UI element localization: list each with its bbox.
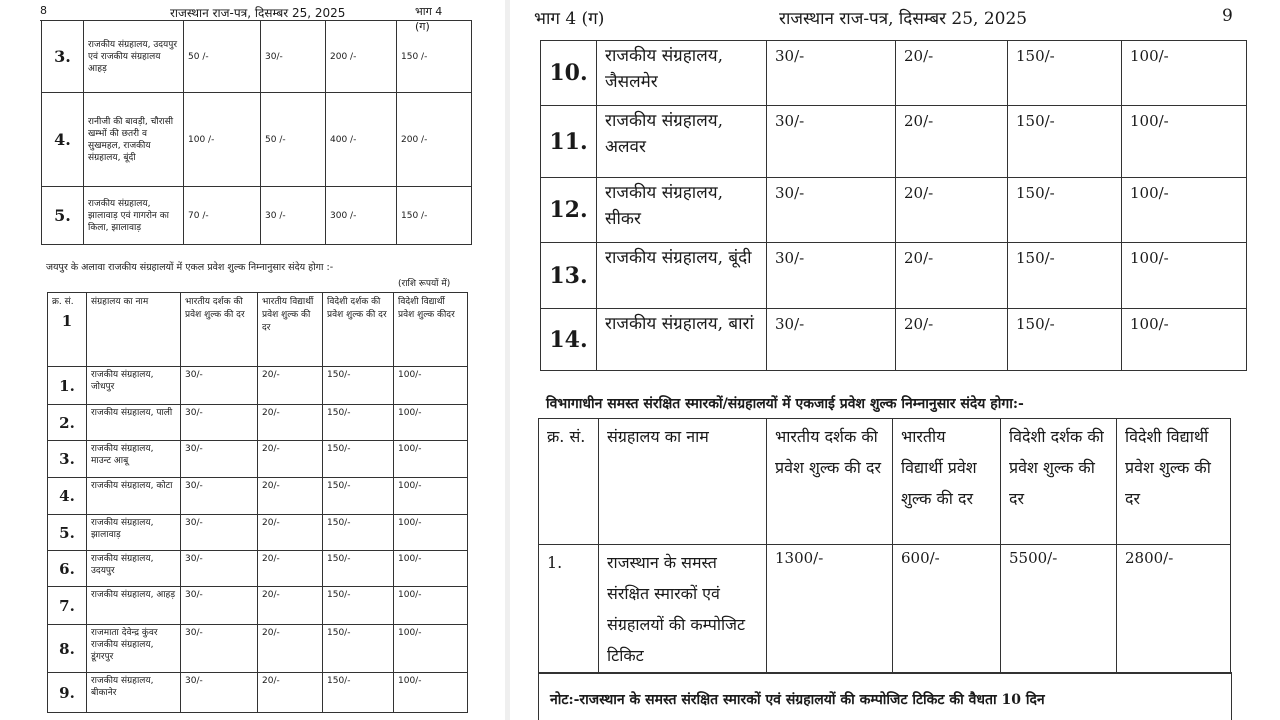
indian-student-fee: 20/- bbox=[896, 178, 1008, 243]
indian-fee: 30/- bbox=[181, 441, 258, 478]
table-row bbox=[539, 545, 1231, 674]
header-museum-name: संग्रहालय का नाम bbox=[87, 293, 181, 367]
indian-fee: 1300/- bbox=[767, 545, 893, 674]
indian-student-fee: 600/- bbox=[893, 545, 1001, 674]
header-serial-label: क्र. सं. bbox=[52, 297, 74, 307]
foreign-fee: 150/- bbox=[1008, 178, 1122, 243]
table-row bbox=[541, 309, 1247, 371]
foreign-fee: 150/- bbox=[323, 405, 394, 441]
indian-fee: 100 /- bbox=[184, 93, 261, 187]
table-row bbox=[48, 367, 468, 405]
serial-number: 3. bbox=[48, 441, 87, 478]
serial-number: 2. bbox=[48, 405, 87, 441]
museum-name: राजस्थान के समस्त संरक्षित स्मारकों एवं संग्रहालयों की कम्पोजिट टिकिट bbox=[599, 545, 767, 674]
indian-fee: 30/- bbox=[767, 243, 896, 309]
foreign-fee: 150/- bbox=[323, 515, 394, 551]
indian-fee: 30/- bbox=[767, 41, 896, 106]
right-page-header bbox=[534, 4, 1234, 30]
serial-number: 8. bbox=[48, 625, 87, 673]
serial-number: 10. bbox=[541, 41, 597, 106]
indian-fee: 30/- bbox=[181, 673, 258, 713]
header-foreign-student-fee: विदेशी विद्यार्थी प्रवेश शुल्क की दर bbox=[1117, 419, 1231, 545]
header-serial-number: क्र. सं. bbox=[539, 419, 599, 545]
indian-fee: 30/- bbox=[767, 178, 896, 243]
indian-student-fee: 20/- bbox=[896, 243, 1008, 309]
foreign-fee: 150/- bbox=[323, 673, 394, 713]
serial-number: 5. bbox=[42, 187, 84, 245]
left-page-number: 8 bbox=[40, 4, 47, 17]
museum-name: राजकीय संग्रहालय, बीकानेर bbox=[87, 673, 181, 713]
indian-student-fee: 20/- bbox=[896, 41, 1008, 106]
foreign-student-fee: 100/- bbox=[394, 367, 468, 405]
museum-name: राजकीय संग्रहालय, उदयपुर एवं राजकीय संग्रहालय आहड़ bbox=[84, 21, 184, 93]
foreign-student-fee: 100/- bbox=[394, 515, 468, 551]
left-page bbox=[0, 0, 505, 720]
table-row bbox=[541, 178, 1247, 243]
table-row bbox=[42, 21, 472, 93]
foreign-fee: 150/- bbox=[1008, 41, 1122, 106]
serial-number: 1. bbox=[539, 545, 599, 674]
indian-fee: 30/- bbox=[181, 367, 258, 405]
right-page bbox=[510, 0, 1280, 720]
museum-name: राजकीय संग्रहालय, जैसलमेर bbox=[597, 41, 767, 106]
serial-number: 3. bbox=[42, 21, 84, 93]
table-row bbox=[48, 587, 468, 625]
right-header-title: राजस्थान राज-पत्र, दिसम्बर 25, 2025 bbox=[779, 9, 1028, 29]
table-row bbox=[48, 625, 468, 673]
indian-student-fee: 20/- bbox=[258, 515, 323, 551]
indian-fee: 30/- bbox=[767, 106, 896, 178]
table-row bbox=[48, 441, 468, 478]
foreign-student-fee: 100/- bbox=[394, 478, 468, 515]
foreign-fee: 150/- bbox=[1008, 243, 1122, 309]
foreign-fee: 300 /- bbox=[326, 187, 397, 245]
museum-name: रानीजी की बावड़ी, चौरासी खम्भों की छतरी व सुखमहल, राजकीय संग्रहालय, बूंदी bbox=[84, 93, 184, 187]
indian-student-fee: 20/- bbox=[258, 551, 323, 587]
indian-fee: 30/- bbox=[181, 405, 258, 441]
currency-unit-note: (राशि रूपयों में) bbox=[398, 279, 451, 289]
indian-student-fee: 20/- bbox=[258, 587, 323, 625]
table-header-row bbox=[48, 293, 468, 367]
serial-number: 13. bbox=[541, 243, 597, 309]
table-header-row bbox=[539, 419, 1231, 545]
museum-name: राजकीय संग्रहालय, माउन्ट आबू bbox=[87, 441, 181, 478]
header-foreign-student-fee: विदेशी विद्यार्थी प्रवेश शुल्क कीदर bbox=[394, 293, 468, 367]
foreign-student-fee: 100/- bbox=[1122, 178, 1247, 243]
composite-fee-intro: विभागाधीन समस्त संरक्षित स्मारकों/संग्रहालयों में एकजाई प्रवेश शुल्क निम्नानुसार संदेय होगा:- bbox=[546, 396, 1024, 412]
foreign-student-fee: 100/- bbox=[1122, 41, 1247, 106]
table-row bbox=[42, 93, 472, 187]
right-header-part: भाग 4 (ग) bbox=[534, 9, 605, 29]
table-row bbox=[48, 515, 468, 551]
table-row bbox=[48, 405, 468, 441]
indian-fee: 50 /- bbox=[184, 21, 261, 93]
museum-name: राजकीय संग्रहालय, झालावाड़ एवं गागरोन का किला, झालावाड़ bbox=[84, 187, 184, 245]
foreign-student-fee: 100/- bbox=[394, 441, 468, 478]
indian-fee: 30/- bbox=[181, 478, 258, 515]
indian-student-fee: 20/- bbox=[258, 405, 323, 441]
foreign-fee: 150/- bbox=[1008, 309, 1122, 371]
serial-number: 7. bbox=[48, 587, 87, 625]
table-row bbox=[541, 243, 1247, 309]
indian-fee: 30/- bbox=[767, 309, 896, 371]
foreign-fee: 5500/- bbox=[1001, 545, 1117, 674]
indian-fee: 30/- bbox=[181, 587, 258, 625]
foreign-fee: 150/- bbox=[323, 551, 394, 587]
museum-name: राजकीय संग्रहालय, बूंदी bbox=[597, 243, 767, 309]
table-row bbox=[541, 41, 1247, 106]
museum-name: राजकीय संग्रहालय, कोटा bbox=[87, 478, 181, 515]
museum-name: राजकीय संग्रहालय, सीकर bbox=[597, 178, 767, 243]
indian-student-fee: 20/- bbox=[258, 673, 323, 713]
serial-number: 1. bbox=[48, 367, 87, 405]
foreign-student-fee: 150 /- bbox=[397, 187, 472, 245]
single-fee-table bbox=[47, 292, 468, 713]
foreign-student-fee: 100/- bbox=[1122, 243, 1247, 309]
header-foreign-fee: विदेशी दर्शक की प्रवेश शुल्क की दर bbox=[323, 293, 394, 367]
header-serial-mark: 1 bbox=[61, 312, 73, 330]
left-header-part: भाग 4 (ग) bbox=[415, 5, 443, 33]
header-indian-fee: भारतीय दर्शक की प्रवेश शुल्क की दर bbox=[767, 419, 893, 545]
foreign-fee: 150/- bbox=[323, 367, 394, 405]
left-page-header bbox=[40, 4, 460, 33]
indian-fee: 30/- bbox=[181, 551, 258, 587]
table-row bbox=[541, 106, 1247, 178]
indian-student-fee: 20/- bbox=[896, 106, 1008, 178]
foreign-fee: 400 /- bbox=[326, 93, 397, 187]
top-fee-table bbox=[41, 20, 472, 245]
museum-name: राजकीय संग्रहालय, अलवर bbox=[597, 106, 767, 178]
foreign-student-fee: 100/- bbox=[394, 551, 468, 587]
table-row bbox=[48, 673, 468, 713]
foreign-student-fee: 100/- bbox=[1122, 309, 1247, 371]
composite-ticket-note: नोट:-राजस्थान के समस्त संरक्षित स्मारकों एवं संग्रहालयों की कम्पोजिट टिकिट की वैधता 10 दिन bbox=[550, 692, 1045, 708]
museum-name: राजकीय संग्रहालय, जोधपुर bbox=[87, 367, 181, 405]
header-indian-student-fee: भारतीय विद्यार्थी प्रवेश शुल्क की दर bbox=[893, 419, 1001, 545]
foreign-fee: 150/- bbox=[323, 587, 394, 625]
serial-number: 9. bbox=[48, 673, 87, 713]
museum-name: राजकीय संग्रहालय, आहड़ bbox=[87, 587, 181, 625]
foreign-student-fee: 100/- bbox=[394, 673, 468, 713]
museum-name: राजकीय संग्रहालय, उदयपुर bbox=[87, 551, 181, 587]
museum-name: राजकीय संग्रहालय, झालावाड़ bbox=[87, 515, 181, 551]
serial-number: 4. bbox=[42, 93, 84, 187]
left-header-title: राजस्थान राज-पत्र, दिसम्बर 25, 2025 bbox=[170, 6, 346, 20]
header-indian-fee: भारतीय दर्शक की प्रवेश शुल्क की दर bbox=[181, 293, 258, 367]
indian-student-fee: 30/- bbox=[261, 21, 326, 93]
foreign-fee: 200 /- bbox=[326, 21, 397, 93]
foreign-student-fee: 100/- bbox=[394, 405, 468, 441]
foreign-fee: 150/- bbox=[323, 625, 394, 673]
serial-number: 12. bbox=[541, 178, 597, 243]
serial-number: 11. bbox=[541, 106, 597, 178]
single-fee-intro: जयपुर के अलावा राजकीय संग्रहालयों में एकल प्रवेश शुल्क निम्नानुसार संदेय होगा :- bbox=[46, 262, 334, 273]
foreign-student-fee: 100/- bbox=[394, 587, 468, 625]
foreign-student-fee: 150 /- bbox=[397, 21, 472, 93]
foreign-fee: 150/- bbox=[323, 478, 394, 515]
foreign-student-fee: 100/- bbox=[1122, 106, 1247, 178]
indian-student-fee: 30 /- bbox=[261, 187, 326, 245]
header-serial-number bbox=[48, 293, 87, 367]
indian-fee: 30/- bbox=[181, 515, 258, 551]
table-row bbox=[48, 478, 468, 515]
header-museum-name: संग्रहालय का नाम bbox=[599, 419, 767, 545]
foreign-student-fee: 2800/- bbox=[1117, 545, 1231, 674]
table-row bbox=[42, 187, 472, 245]
serial-number: 5. bbox=[48, 515, 87, 551]
indian-student-fee: 20/- bbox=[258, 367, 323, 405]
continued-fee-table bbox=[540, 40, 1247, 371]
header-foreign-fee: विदेशी दर्शक की प्रवेश शुल्क की दर bbox=[1001, 419, 1117, 545]
composite-fee-table bbox=[538, 418, 1231, 674]
indian-student-fee: 20/- bbox=[258, 478, 323, 515]
table-row bbox=[48, 551, 468, 587]
header-indian-student-fee: भारतीय विद्यार्थी प्रवेश शुल्क की दर bbox=[258, 293, 323, 367]
museum-name: राजमाता देवेन्द्र कुंवर राजकीय संग्रहालय, डूंगरपुर bbox=[87, 625, 181, 673]
indian-student-fee: 50 /- bbox=[261, 93, 326, 187]
indian-student-fee: 20/- bbox=[258, 625, 323, 673]
indian-fee: 70 /- bbox=[184, 187, 261, 245]
museum-name: राजकीय संग्रहालय, पाली bbox=[87, 405, 181, 441]
indian-student-fee: 20/- bbox=[896, 309, 1008, 371]
serial-number: 4. bbox=[48, 478, 87, 515]
serial-number: 14. bbox=[541, 309, 597, 371]
foreign-student-fee: 100/- bbox=[394, 625, 468, 673]
indian-student-fee: 20/- bbox=[258, 441, 323, 478]
serial-number: 6. bbox=[48, 551, 87, 587]
foreign-fee: 150/- bbox=[1008, 106, 1122, 178]
indian-fee: 30/- bbox=[181, 625, 258, 673]
museum-name: राजकीय संग्रहालय, बारां bbox=[597, 309, 767, 371]
foreign-fee: 150/- bbox=[323, 441, 394, 478]
foreign-student-fee: 200 /- bbox=[397, 93, 472, 187]
right-page-number: 9 bbox=[1222, 6, 1233, 26]
